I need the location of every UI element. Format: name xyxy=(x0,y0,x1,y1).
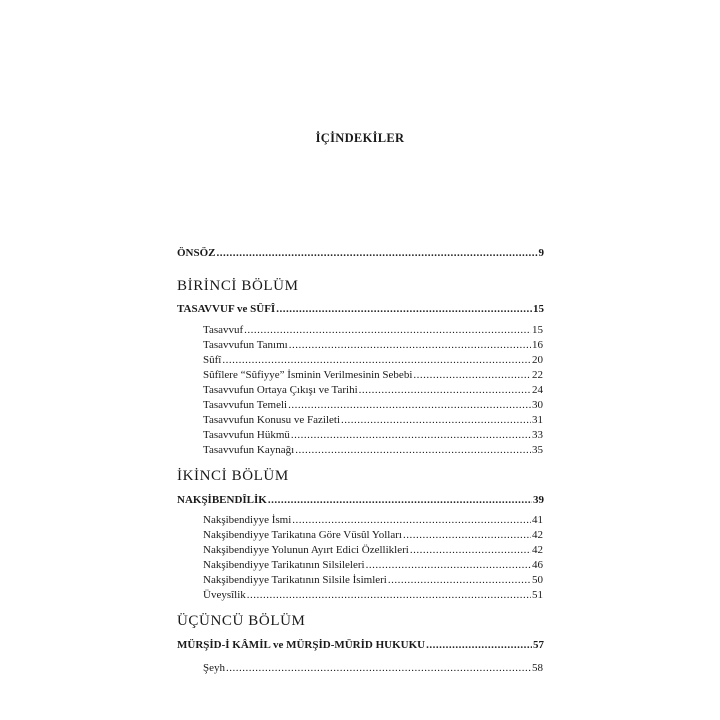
toc-entry[interactable] xyxy=(203,544,543,556)
leader-dots xyxy=(289,339,531,351)
leader-dots xyxy=(291,429,531,441)
entry-page: 39 xyxy=(533,494,544,506)
entry-page: 42 xyxy=(532,529,543,541)
entry-label: Nakşibendiyye İsmi xyxy=(203,514,292,526)
entry-page: 33 xyxy=(532,429,543,441)
entry-label: Nakşibendiyye Tarikatına Göre Vüsûl Yolları xyxy=(203,529,402,541)
entry-label: MÜRŞİD-İ KÂMİL ve MÜRŞİD-MÜRİD HUKUKU xyxy=(177,639,426,651)
leader-dots xyxy=(226,662,531,674)
leader-dots xyxy=(359,384,531,396)
leader-dots xyxy=(366,559,531,571)
entry-label: NAKŞİBENDÎLİK xyxy=(177,494,267,506)
leader-dots xyxy=(288,399,531,411)
leader-dots xyxy=(276,303,532,315)
entry-page: 9 xyxy=(538,247,544,259)
entry-label: Nakşibendiyye Tarikatının Silsile İsimleri xyxy=(203,574,387,586)
toc-entry[interactable] xyxy=(203,444,543,456)
entry-label: Sûfî xyxy=(203,354,222,366)
entry-label: ÖNSÖZ xyxy=(177,247,216,259)
entry-page: 58 xyxy=(532,662,543,674)
entry-label: Tasavvufun Konusu ve Fazileti xyxy=(203,414,341,426)
entry-page: 50 xyxy=(532,574,543,586)
entry-page: 20 xyxy=(532,354,543,366)
entry-page: 22 xyxy=(532,369,543,381)
toc-entry-chapter[interactable] xyxy=(177,639,544,651)
entry-page: 16 xyxy=(532,339,543,351)
entry-label: Tasavvufun Tanımı xyxy=(203,339,288,351)
toc-entry[interactable] xyxy=(203,324,543,336)
entry-label: Tasavvufun Hükmü xyxy=(203,429,290,441)
leader-dots xyxy=(388,574,531,586)
entry-page: 15 xyxy=(533,303,544,315)
part-heading: İKİNCİ BÖLÜM xyxy=(177,468,289,484)
leader-dots xyxy=(217,247,538,259)
part-heading: BİRİNCİ BÖLÜM xyxy=(177,278,299,294)
toc-entry[interactable] xyxy=(203,429,543,441)
entry-page: 15 xyxy=(532,324,543,336)
toc-entry[interactable] xyxy=(203,529,543,541)
entry-label: Üveysîlik xyxy=(203,589,246,601)
entry-page: 57 xyxy=(533,639,544,651)
entry-page: 31 xyxy=(532,414,543,426)
leader-dots xyxy=(413,369,531,381)
part-heading: ÜÇÜNCÜ BÖLÜM xyxy=(177,613,306,629)
toc-entry[interactable] xyxy=(203,369,543,381)
entry-label: Sûfîlere “Sûfiyye” İsminin Verilmesinin Sebebi xyxy=(203,369,413,381)
toc-title: İÇİNDEKİLER xyxy=(315,131,405,145)
entry-label: Tasavvuf xyxy=(203,324,244,336)
leader-dots xyxy=(244,324,531,336)
entry-label: Nakşibendiyye Tarikatının Silsileleri xyxy=(203,559,365,571)
toc-entry[interactable] xyxy=(203,414,543,426)
toc-entry[interactable] xyxy=(203,354,543,366)
leader-dots xyxy=(222,354,531,366)
toc-entry[interactable] xyxy=(203,399,543,411)
entry-label: Tasavvufun Ortaya Çıkışı ve Tarihi xyxy=(203,384,358,396)
leader-dots xyxy=(292,514,531,526)
entry-page: 46 xyxy=(532,559,543,571)
toc-entry[interactable] xyxy=(203,662,543,674)
entry-page: 24 xyxy=(532,384,543,396)
toc-entry-chapter[interactable] xyxy=(177,494,544,506)
entry-page: 41 xyxy=(532,514,543,526)
toc-entry[interactable] xyxy=(203,514,543,526)
leader-dots xyxy=(247,589,531,601)
leader-dots xyxy=(410,544,531,556)
leader-dots xyxy=(295,444,531,456)
entry-label: Nakşibendiyye Yolunun Ayırt Edici Özellikleri xyxy=(203,544,409,556)
leader-dots xyxy=(341,414,531,426)
entry-label: TASAVVUF ve SÛFÎ xyxy=(177,303,276,315)
entry-page: 30 xyxy=(532,399,543,411)
toc-entry[interactable] xyxy=(203,384,543,396)
leader-dots xyxy=(403,529,531,541)
toc-entry-preface[interactable] xyxy=(177,247,544,259)
entry-page: 42 xyxy=(532,544,543,556)
toc-entry[interactable] xyxy=(203,574,543,586)
entry-label: Şeyh xyxy=(203,662,225,674)
entry-page: 51 xyxy=(532,589,543,601)
entry-label: Tasavvufun Temeli xyxy=(203,399,288,411)
toc-entry[interactable] xyxy=(203,589,543,601)
entry-page: 35 xyxy=(532,444,543,456)
toc-entry[interactable] xyxy=(203,559,543,571)
entry-label: Tasavvufun Kaynağı xyxy=(203,444,295,456)
leader-dots xyxy=(426,639,532,651)
leader-dots xyxy=(268,494,532,506)
toc-entry-chapter[interactable] xyxy=(177,303,544,315)
toc-entry[interactable] xyxy=(203,339,543,351)
